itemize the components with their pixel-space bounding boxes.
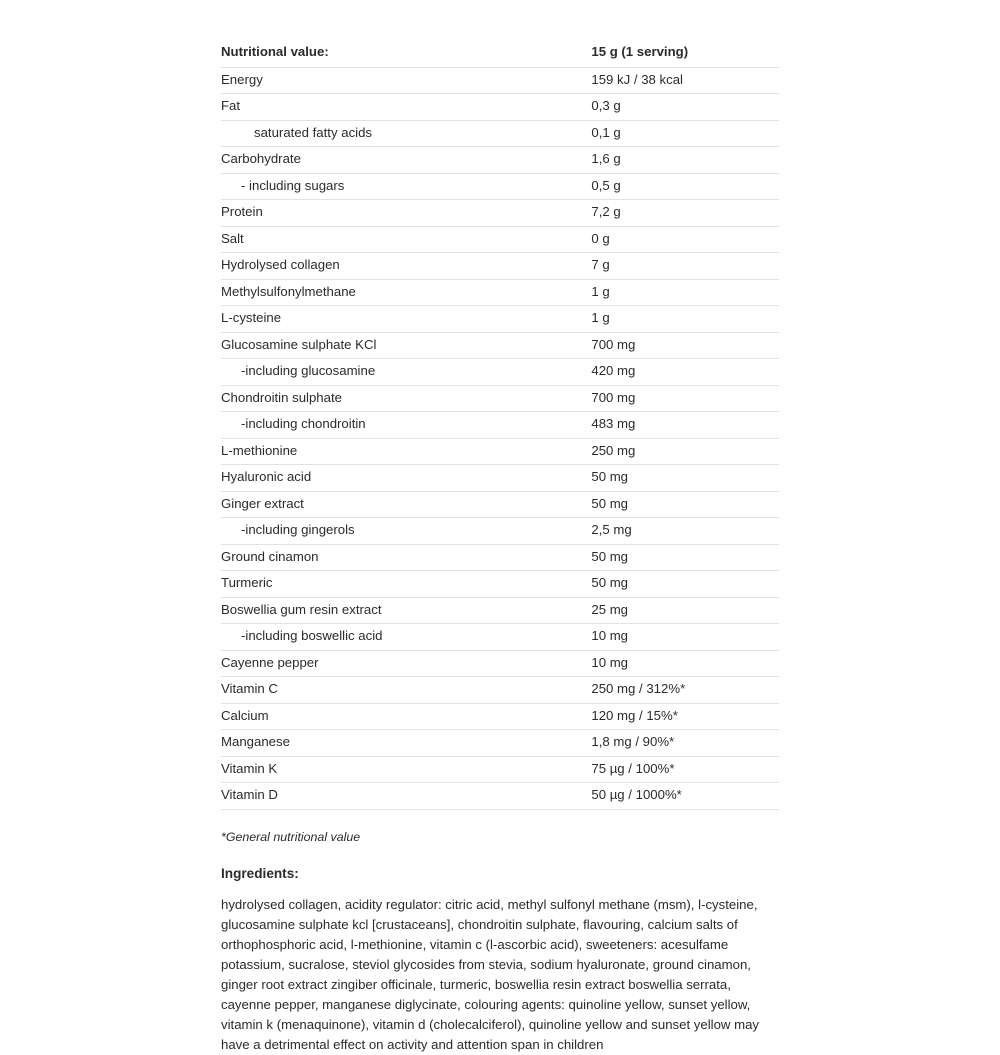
nutrient-value: 7,2 g bbox=[591, 200, 779, 227]
nutrient-value: 1,6 g bbox=[591, 147, 779, 174]
nutrient-name: Fat bbox=[221, 94, 591, 121]
table-row bbox=[221, 67, 779, 94]
nutrient-name: Carbohydrate bbox=[221, 147, 591, 174]
nutrient-name: - including sugars bbox=[221, 173, 591, 200]
nutrient-name: Vitamin C bbox=[221, 677, 591, 704]
nutrient-name: L-cysteine bbox=[221, 306, 591, 333]
table-row bbox=[221, 624, 779, 651]
ingredients-title: Ingredients: bbox=[221, 866, 779, 881]
table-row bbox=[221, 173, 779, 200]
table-row bbox=[221, 544, 779, 571]
table-row bbox=[221, 491, 779, 518]
table-header-row bbox=[221, 40, 779, 67]
table-row bbox=[221, 94, 779, 121]
table-row bbox=[221, 306, 779, 333]
nutrient-name: -including gingerols bbox=[221, 518, 591, 545]
nutrient-value: 10 mg bbox=[591, 624, 779, 651]
nutrition-header-label: Nutritional value: bbox=[221, 40, 591, 67]
nutrient-value: 1,8 mg / 90%* bbox=[591, 730, 779, 757]
table-row bbox=[221, 783, 779, 810]
nutrient-value: 483 mg bbox=[591, 412, 779, 439]
nutrient-value: 10 mg bbox=[591, 650, 779, 677]
nutrient-name: Cayenne pepper bbox=[221, 650, 591, 677]
nutrient-value: 75 µg / 100%* bbox=[591, 756, 779, 783]
nutrient-name: Glucosamine sulphate KCl bbox=[221, 332, 591, 359]
nutrient-name: Boswellia gum resin extract bbox=[221, 597, 591, 624]
nutrient-name: Ground cinamon bbox=[221, 544, 591, 571]
table-row bbox=[221, 703, 779, 730]
product-info-panel bbox=[221, 40, 779, 1055]
nutrient-name: Turmeric bbox=[221, 571, 591, 598]
table-row bbox=[221, 120, 779, 147]
nutrient-name: -including chondroitin bbox=[221, 412, 591, 439]
nutrient-value: 0 g bbox=[591, 226, 779, 253]
table-row bbox=[221, 650, 779, 677]
nutrient-name: -including glucosamine bbox=[221, 359, 591, 386]
nutrient-name: Salt bbox=[221, 226, 591, 253]
nutrient-value: 250 mg / 312%* bbox=[591, 677, 779, 704]
table-row bbox=[221, 412, 779, 439]
table-row bbox=[221, 756, 779, 783]
nutrient-name: L-methionine bbox=[221, 438, 591, 465]
table-row bbox=[221, 332, 779, 359]
nutrient-value: 700 mg bbox=[591, 385, 779, 412]
nutrient-name: Vitamin D bbox=[221, 783, 591, 810]
table-row bbox=[221, 438, 779, 465]
nutrient-name: saturated fatty acids bbox=[221, 120, 591, 147]
nutrient-value: 1 g bbox=[591, 306, 779, 333]
nutrient-name: Calcium bbox=[221, 703, 591, 730]
table-row bbox=[221, 147, 779, 174]
nutrient-value: 25 mg bbox=[591, 597, 779, 624]
ingredients-text: hydrolysed collagen, acidity regulator: citric acid, methyl sulfonyl methane (msm), l-cysteine, glucosamine sulphate kcl [crustaceans], chondroitin sulphate, flavouring, calcium salts of orthophosphoric acid, l-methionine, vitamin c (l-ascorbic acid), sweeteners: acesulfame potassium, sucralose, steviol glycosides from stevia, sodium hyaluronate, ground cinamon, ginger root extract zingiber officinale, turmeric, boswellia resin extract boswellia serrata, cayenne pepper, manganese diglycinate, colouring agents: quinoline yellow, sunset yellow, vitamin k (menaquinone), vitamin d (cholecalciferol), quinoline yellow and sunset yellow may have a detrimental effect on activity and attention span in children bbox=[221, 895, 773, 1055]
table-row bbox=[221, 226, 779, 253]
table-row bbox=[221, 677, 779, 704]
nutrient-value: 420 mg bbox=[591, 359, 779, 386]
nutrient-value: 50 mg bbox=[591, 465, 779, 492]
nutrition-footnote: *General nutritional value bbox=[221, 830, 779, 844]
table-row bbox=[221, 200, 779, 227]
nutrient-value: 50 mg bbox=[591, 491, 779, 518]
nutrient-name: Manganese bbox=[221, 730, 591, 757]
nutrient-value: 250 mg bbox=[591, 438, 779, 465]
nutrient-value: 2,5 mg bbox=[591, 518, 779, 545]
nutrient-value: 50 mg bbox=[591, 544, 779, 571]
nutrient-value: 7 g bbox=[591, 253, 779, 280]
table-row bbox=[221, 359, 779, 386]
nutrient-value: 50 µg / 1000%* bbox=[591, 783, 779, 810]
table-row bbox=[221, 518, 779, 545]
nutrient-value: 0,5 g bbox=[591, 173, 779, 200]
nutrient-value: 1 g bbox=[591, 279, 779, 306]
table-row bbox=[221, 279, 779, 306]
table-row bbox=[221, 597, 779, 624]
nutrient-value: 159 kJ / 38 kcal bbox=[591, 67, 779, 94]
table-row bbox=[221, 465, 779, 492]
nutrient-name: -including boswellic acid bbox=[221, 624, 591, 651]
nutrition-header-serving: 15 g (1 serving) bbox=[591, 40, 779, 67]
nutrition-table bbox=[221, 40, 779, 810]
nutrient-name: Ginger extract bbox=[221, 491, 591, 518]
nutrient-name: Chondroitin sulphate bbox=[221, 385, 591, 412]
nutrient-value: 120 mg / 15%* bbox=[591, 703, 779, 730]
nutrient-name: Hyaluronic acid bbox=[221, 465, 591, 492]
table-row bbox=[221, 385, 779, 412]
nutrient-value: 700 mg bbox=[591, 332, 779, 359]
nutrient-name: Methylsulfonylmethane bbox=[221, 279, 591, 306]
table-row bbox=[221, 730, 779, 757]
nutrient-name: Energy bbox=[221, 67, 591, 94]
nutrient-name: Protein bbox=[221, 200, 591, 227]
nutrient-name: Vitamin K bbox=[221, 756, 591, 783]
nutrient-value: 50 mg bbox=[591, 571, 779, 598]
nutrition-table-body bbox=[221, 40, 779, 809]
nutrient-name: Hydrolysed collagen bbox=[221, 253, 591, 280]
table-row bbox=[221, 253, 779, 280]
nutrient-value: 0,3 g bbox=[591, 94, 779, 121]
table-row bbox=[221, 571, 779, 598]
nutrient-value: 0,1 g bbox=[591, 120, 779, 147]
